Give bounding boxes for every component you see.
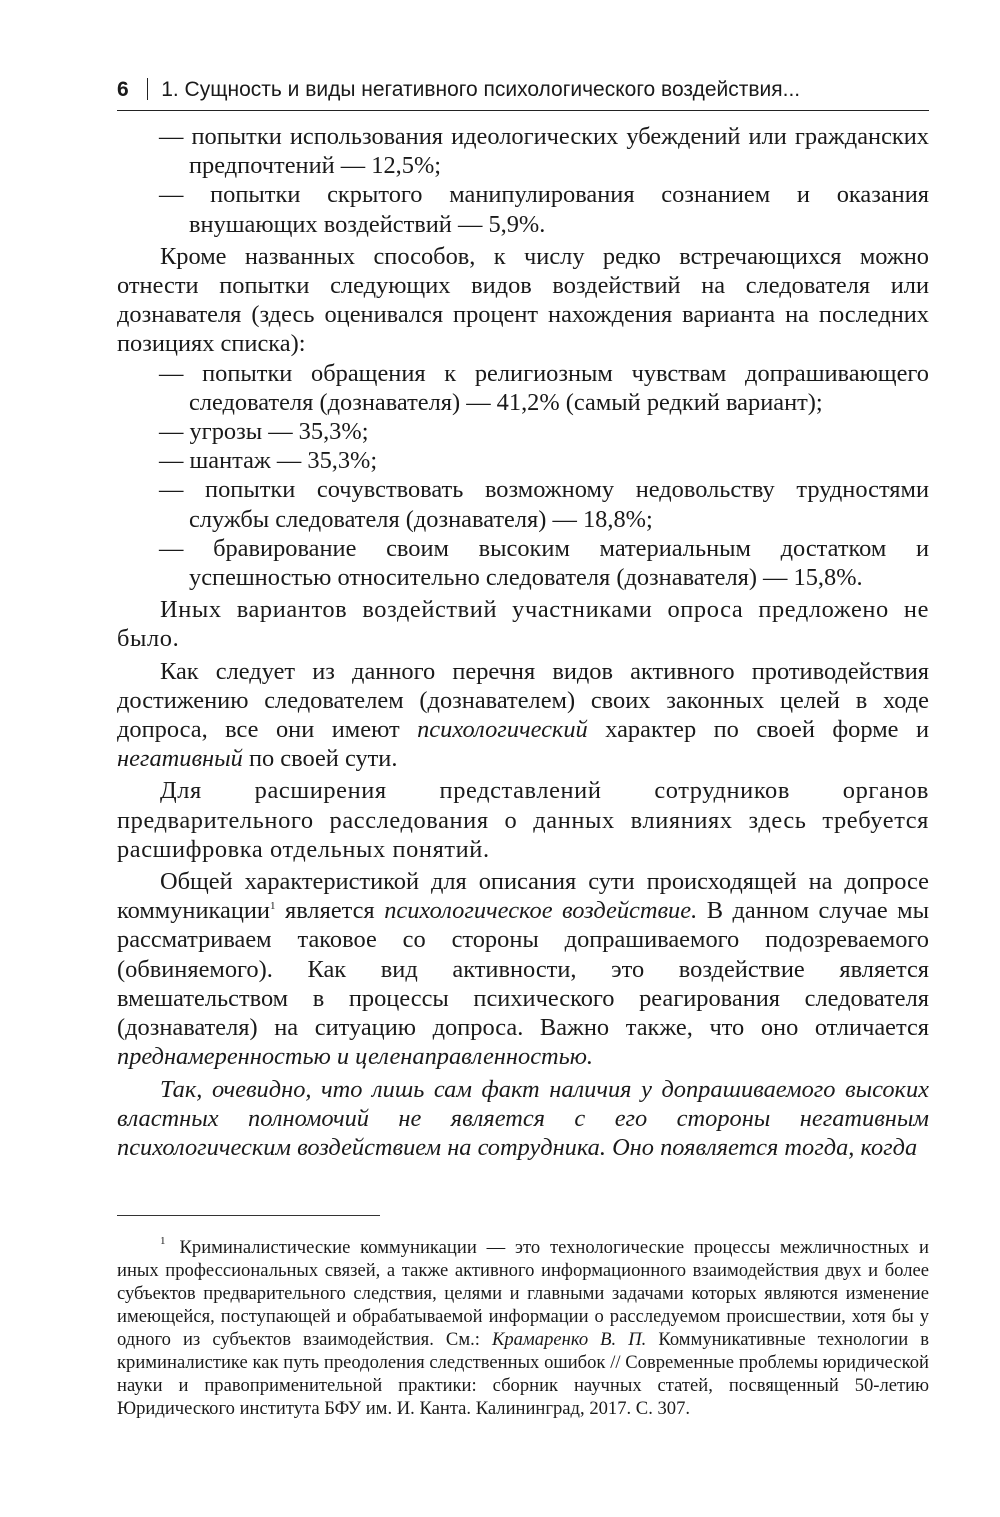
text-run: Общей характеристикой для описания сути происходящей на допросе коммуникации: [117, 868, 929, 925]
list-item: — угрозы — 35,3%;: [159, 418, 369, 446]
list-item: — попытки скрытого манипулирования сознанием и оказания внушающих воздействий — 5,9%.: [159, 181, 929, 238]
emphasis: негативный: [117, 745, 243, 773]
paragraph-italic: [117, 1075, 929, 1163]
list-item: — шантаж — 35,3%;: [159, 447, 378, 475]
paragraph: [117, 657, 929, 774]
main-text: [117, 122, 929, 1162]
header-separator: [147, 78, 149, 100]
list-item: — бравирование своим высоким материальным достатком и успешностью относительно следователя (дознавателя) — 15,8%.: [159, 534, 929, 592]
paragraph: [117, 867, 929, 1071]
footnote-text: [117, 1232, 929, 1420]
text-run: Криминалистические коммуникации — это технологические процессы межличностных и иных профессиональных связей, а также активного информационного взаимодействия двух и более субъектов предварительного следствия, целями и главными задачами которых являются изменение имеющейся, поступающей и обрабатываемой информации о расследуемом происшествии, хотя бы у одного из субъектов взаимодействия. См.:: [117, 1237, 929, 1350]
emphasis: Так, очевидно, что лишь сам факт наличия у допрашиваемого высоких властных полномочий не является с его стороны негативным психологическим воздействием на сотрудника. Оно появляется тогда, когда: [117, 1075, 929, 1161]
footnote-divider: [117, 1215, 380, 1216]
chapter-title: 1. Сущность и виды негативного психологического воздействия...: [161, 78, 801, 101]
emphasis: психологический: [417, 716, 588, 744]
footnote: [117, 1232, 929, 1420]
emphasis: преднамеренностью и целенаправленностью.: [117, 1043, 594, 1071]
list-item: — попытки сочувствовать возможному недовольству трудностями службы следователя (дознавателя) — 18,8%;: [159, 476, 929, 533]
list-item: — попытки обращения к религиозным чувствам допрашивающего следователя (дознавателя) — 41,2% (самый редкий вариант);: [159, 359, 929, 416]
text-run: является: [275, 897, 385, 925]
text-run: В данном случае мы рассматриваем таковое со стороны допрашиваемого подозреваемого (обвиняемого). Как вид активности, это воздействие является вмешательством в процессы психического реагирования следователя (дознавателя) на ситуацию допроса. Важно также, что оно отличается: [117, 897, 930, 1042]
footnote-author: Крамаренко В. П.: [491, 1328, 647, 1350]
text-run: Как следует из данного перечня видов активного противодействия достижению следователем (дознавателем) своих законных целей в ходе допроса, все они имеют: [117, 657, 929, 744]
footnote-mark: 1: [160, 1235, 166, 1247]
text-run: Коммуникативные технологии в криминалистике как путь преодоления следственных ошибок // Современные проблемы юридической науки и правоприменительной практики: сборник научных статей, посвященный 50-летию Юридического института БФУ им. И. Канта. Калининград, 2017. С. 307.: [117, 1328, 930, 1419]
running-header: [117, 70, 929, 111]
paragraph: Кроме названных способов, к числу редко встречающихся можно отнести попытки следующих видов воздействий на следователя или дознавателя (здесь оценивался процент нахождения варианта на последних позициях списка):: [117, 242, 929, 358]
page-number: 6: [117, 78, 129, 101]
footnote-reference[interactable]: 1: [269, 900, 276, 913]
list-item: — попытки использования идеологических убеждений или гражданских предпочтений — 12,5%;: [159, 123, 929, 180]
paragraph: Иных вариантов воздействий участниками опроса предложено не было.: [117, 596, 929, 653]
paragraph: Для расширения представлений сотрудников органов предварительного расследования о данных влияниях здесь требуется расшифровка отдельных понятий.: [117, 777, 929, 863]
text-run: характер по своей форме и: [587, 716, 929, 744]
emphasis: психологическое воздействие.: [384, 897, 698, 925]
text-run: по своей сути.: [242, 745, 398, 773]
